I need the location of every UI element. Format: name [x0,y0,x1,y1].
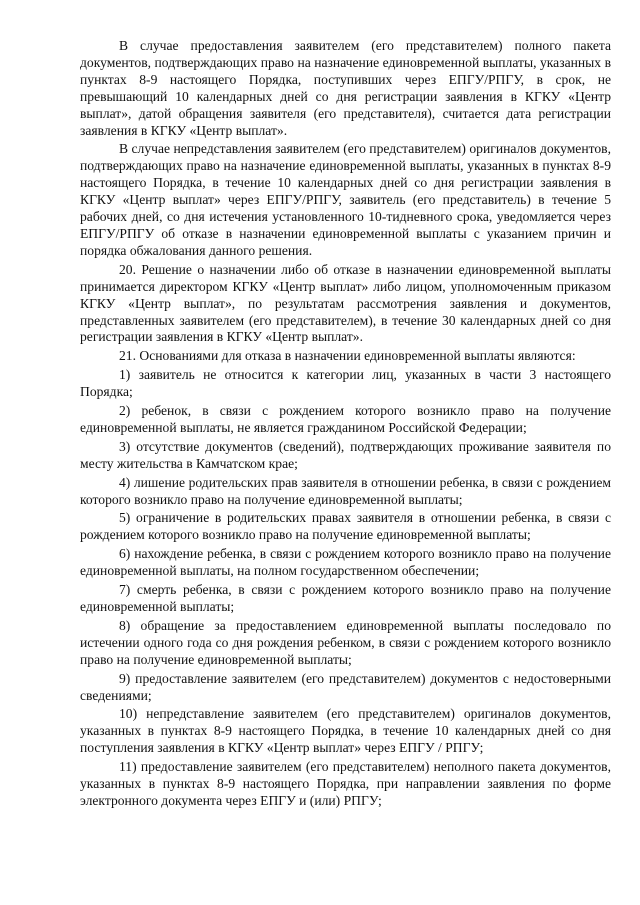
paragraph-20-decision: 20. Решение о назначении либо об отказе в назначении единовременной выплаты принимается директором КГКУ «Центр выплат» либо лицом, уполномоченным приказом КГКУ «Центр выплат», по результатам рассмотрения заявления и документов, представленных заявителем (его представителем), в течение 30 календарных дней со дня регистрации заявления в КГКУ «Центр выплат». [80,261,611,345]
list-item-2: 2) ребенок, в связи с рождением которого возникло право на получение единовременной выплаты, не является гражданином Российской Федерации; [80,403,611,435]
list-item-6: 6) нахождение ребенка, в связи с рождением которого возникло право на получение единовременной выплаты, на полном государственном обеспечении; [80,546,611,579]
list-item-8: 8) обращение за предоставлением единовременной выплаты последовало по истечении одного года со дня рождения ребенком, в связи с рождением которого возникло право на получение единовременной выплаты; [80,617,611,667]
paragraph-21-refusal-grounds: 21. Основаниями для отказа в назначении единовременной выплаты являются: [119,348,576,364]
document-page [80,38,611,812]
paragraph-date-of-application: В случае предоставления заявителем (его представителем) полного пакета документов, подтверждающих право на назначение единовременной выплаты, указанных в пунктах 8-9 настоящего Порядка, поступивших через ЕПГУ/РПГУ, в срок, не превышающий 10 календарных дней со дня регистрации заявления в КГКУ «Центр выплат», датой обращения заявителя (его представителя), считается дата регистрации заявления в КГКУ «Центр выплат». [80,38,611,138]
list-item-1: 1) заявитель не относится к категории лиц, указанных в части 3 настоящего Порядка; [80,367,611,400]
list-item-10: 10) непредставление заявителем (его представителем) оригиналов документов, указанных в пунктах 8-9 настоящего Порядка, в течение 10 календарных дней со дня поступления заявления в КГКУ «Центр выплат» через ЕПГУ / РПГУ; [80,706,611,756]
list-item-7: 7) смерть ребенка, в связи с рождением которого возникло право на получение единовременной выплаты; [80,582,611,614]
list-item-4: 4) лишение родительских прав заявителя в отношении ребенка, в связи с рождением которого возникло право на получение единовременной выплаты; [80,474,611,507]
list-item-3: 3) отсутствие документов (сведений), подтверждающих проживание заявителя по месту жительства в Камчатском крае; [80,438,611,471]
list-item-5: 5) ограничение в родительских правах заявителя в отношении ребенка, в связи с рождением которого возникло право на получение единовременной выплаты; [80,510,611,543]
list-item-11: 11) предоставление заявителем (его представителем) неполного пакета документов, указанных в пунктах 8-9 настоящего Порядка, при направлении заявления по форме электронного документа через ЕПГУ и (или) РПГУ; [80,759,611,808]
list-item-9: 9) предоставление заявителем (его представителем) документов с недостоверными сведениями; [80,670,611,703]
paragraph-non-submission-originals: В случае непредставления заявителем (его представителем) оригиналов документов, подтверждающих право на назначение единовременной выплаты, указанных в пунктах 8-9 настоящего Порядка, в течение 10 календарных дней со дня регистрации заявления в КГКУ «Центр выплат» через ЕПГУ/РПГУ, заявитель (его представитель) в течение 5 рабочих дней, со дня истечения установленного 10-тидневного срока, уведомляется через ЕПГУ/РПГУ об отказе в назначении единовременной выплаты с указанием причин и порядка обжалования данного решения. [80,141,611,258]
